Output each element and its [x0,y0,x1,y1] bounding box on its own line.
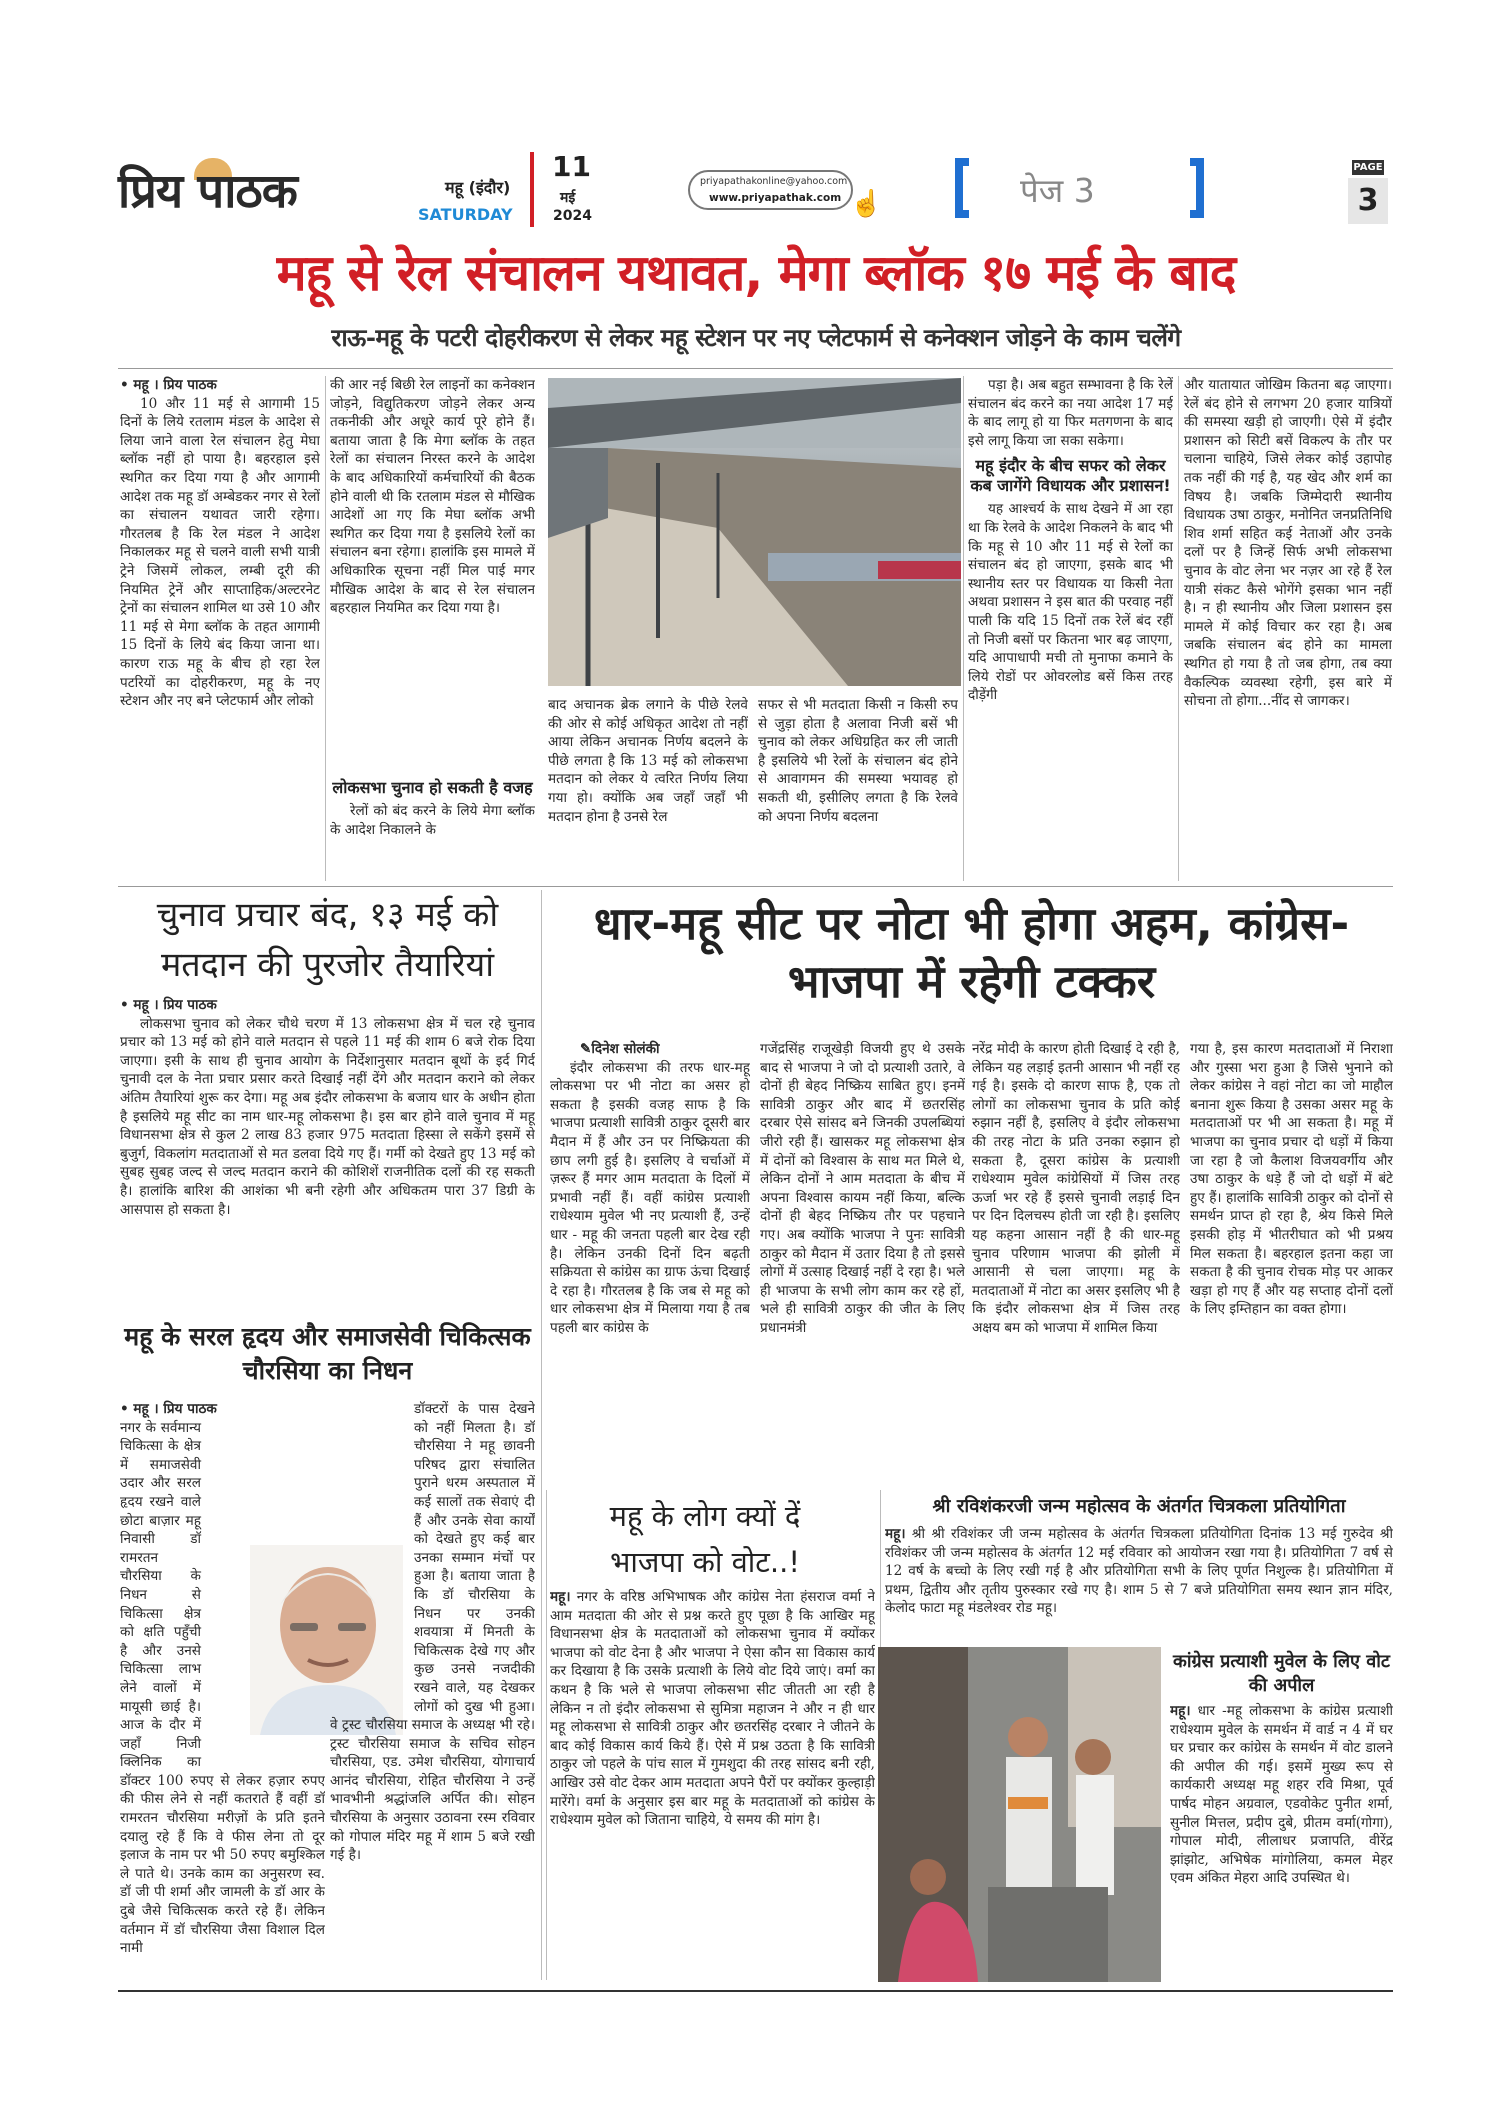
masthead-red-rule [530,152,534,227]
lead-top-rule [118,368,1393,369]
masthead-day: SATURDAY [418,205,513,224]
obit-photo-float-2 [330,1520,408,1695]
door-to-door-campaign-illustration [878,1647,1161,1982]
logo [118,152,363,232]
appeal-story [1170,1702,1393,1982]
lead-divider-1 [325,376,326,881]
obit-col-2 [330,1400,535,1975]
hand-pointer-icon: ☝ [850,189,883,219]
contact-website: www.priyapathak.com [709,192,842,204]
lead-col-5b-text: यह आश्चर्य के साथ देखने में आ रहा था कि रेलवे के आदेश निकलने के बाद भी कि महू से 10 और 11 मई से रेलों का संचालन बंद हो जाएगा, इसके बाद भी स्थानीय स्तर पर विधायक या किसी नेता अथवा प्रशासन ने इस बात की परवाह नहीं पाली कि यदि 15 दिनों तक रेलें बंद रहीं तो निजी बसों पर कितना भार बढ़ जाएगा, यदि आपाधापी मची तो मुनाफा कमाने के लिये रोडों पर ओवरलोड बसें किस तरह दौड़ेंगी [968,501,1173,704]
contact-email: priyapathakonline@yahoo.com [700,176,848,187]
vote-headline: महू के लोग क्यों दें भाजपा को वोट..! [609,1499,801,1579]
vote-text: नगर के वरिष्ठ अभिभाषक और कांग्रेस नेता हंसराज वर्मा ने आम मतदाता की ओर से प्रश्न करते हुए पूछा है कि आखिर महू विधानसभा क्षेत्र के मतदाताओं को लोकसभा चुनाव में क्योंकर भाजपा को वोट देना है और भाजपा ने ऐसा कौन सा विकास कार्य कर दिखाया है कि उसके प्रत्याशी के लिये वोट दिये जाएं। वर्मा का कथन है कि भले से भाजपा लोकसभा सीट जीतती आ रही है लेकिन न तो इंदौर लोकसभा से सुमित्रा महाजन ने और न ही धार महू लोकसभा से सावित्री ठाकुर और छतरसिंह दरबार ने जीतने के बाद कोई विकास कार्य किये हैं। ऐसे में प्रश्न उठता है कि सावित्री ठाकुर जो पहले के पांच साल में गुमशुदा की तरह सांसद बनी रही, आखिर उसे वोट देकर आम मतदाता अपने पैरों पर क्योंकर कुल्हाड़ी मारेंगे। वर्मा के अनुसार इस बार महू के मतदाताओं को कांग्रेस के राधेश्याम मुवेल को जिताना चाहिये, ये समय की मांग है। [550,1589,875,1829]
page-tag: PAGE [1353,162,1383,173]
appeal-text: धार -महू लोकसभा के कांग्रेस प्रत्याशी राधेश्याम मुवेल के समर्थन में वार्ड न 4 में घर घर प्रचार कर कांग्रेस के समर्थन में वोट डालने की अपील की गई। इसमें मुख्य रूप से कार्यकारी अध्यक्ष महू शहर रवि मिश्रा, पूर्व पार्षद मोहन अग्रवाल, एडवोकेट पुनीत शर्मा, सुनील मित्तल, प्रदीप दुबे, प्रीतम वर्मा(गोगा), गोपाल मोदी, लीलाधर प्रजापति, वीरेंद्र झांझोट, अभिषेक मांगोलिया, कमल मेहर एवम अंकित मेहरा आदि उपस्थित थे। [1170,1703,1393,1887]
campaign-photo [878,1647,1161,1982]
date-number: 11 [552,150,591,183]
campaign-byline: • महू । प्रिय पाठक [120,997,217,1013]
lead-col-2-text: की आर नई बिछी रेल लाइनों का कनेक्शन जोड़ने, विद्युतिकरण जोड़ने लेकर अन्य तकनीकी और अधूरे कार्य पूरे होने हैं। बताया जाता है कि मेगा ब्लॉक के तहत रेलों का संचालन निरस्त करने के आदेश के बाद अधिकारियों कर्मचारियों की बैठक होने वाली थी कि रतलाम मंडल से मौखिक आदेशों आ गए कि मेघा ब्लॉक अभी स्थगित कर दिया गया है इसलिये रेलों का संचालन बना रहेगा। हालांकि इस मामले में अधिकारिक सूचना नहीं मिल पाई मगर मौखिक आदेश के बाद से रेल संचालन बहरहाल नियमित कर दिया गया है। [330,377,535,617]
lead-col-1-text: 10 और 11 मई से आगामी 15 दिनों के लिये रतलाम मंडल के आदेश से लिया जाने वाला रेल संचालन हेतु मेघा ब्लॉक नहीं हो पाया है। बहरहाल इसे स्थगित कर दिया गया है और आगामी आदेश तक महू डॉ अम्बेडकर नगर से रेलों का संचालन यथावत जारी रहेगा। गौरतलब है कि रेल मंडल ने आदेश निकालकर महू से चलने वाली सभी यात्री ट्रेने जिसमें लोकल, लम्बी दूरी की नियमित ट्रेनें और साप्ताहिक/अल्टरनेट ट्रेनों का संचालन शामिल था उसे 10 और 11 मई से मेगा ब्लॉक के तहत आगामी 15 दिनों के लिये बंद किया जाना था। कारण राऊ महू के बीच हो रहा रेल पटरियों का दोहरीकरण, महू के नए स्टेशन और नए बने प्लेटफार्म और लोको [120,395,320,710]
lead-col-3: बाद अचानक ब्रेक लगाने के पीछे रेलवे की ओर से कोई अधिकृत आदेश तो नहीं आया लेकिन अचानक निर्णय बदलने के पीछे लगता है कि 13 मई को लोकसभा मतदान को लेकर ये त्वरित निर्णय लिया गया हो। क्योंकि अब जहाँ जहाँ भी मतदान होना है उनसे रेल [548,697,748,825]
lead-col-5 [968,376,1173,881]
lead-col-2 [330,376,535,881]
nota-col-3: नरेंद्र मोदी के कारण होती दिखाई दे रही है, लेकिन यह लड़ाई इतनी आसान भी नहीं रह गई है। इसके दो कारण साफ है, एक तो लोगों का लोकसभा चुनाव के प्रति कोई रुझान नहीं है, इसलिए वे इंदौर लोकसभा की तरह नोटा के प्रति उनका रुझान हो सकता है, दूसरा कांग्रेस के प्रत्याशी राधेश्याम मुवेल कांग्रेसियों में जिस तरह ऊर्जा भर रहे हैं इससे चुनावी लड़ाई दिन पर दिन दिलचस्प होती जा रही है। इसलिए यह कहना आसान नहीं है की धार-महू चुनाव परिणाम भाजपा की झोली में आसानी से चला जाएगा। महू के मतदाताओं में नोटा का असर इसलिए भी है कि इंदौर लोकसभा क्षेत्र में जिस तरह अक्षय बम को भाजपा में शामिल किया [972,1041,1180,1336]
lead-divider-photo [963,376,964,881]
obit-col-1-body: नगर के सर्वमान्य चिकित्सा के क्षेत्र में समाजसेवी उदार और सरल हृदय रखने वाले छोटा बाज़ार महू निवासी डॉ रामरतन चौरसिया के निधन से चिकित्सा क्षेत्र को क्षति पहुँची है और उनसे चिकित्सा लाभ लेने वालों में मायूसी छाई है। आज के दौर में जहाँ निजी क्लिनिक का डॉक्टर 100 रुपए से लेकर हज़ार रुपए की फीस लेने से नहीं कतराते हैं वहीं डॉ रामरतन चौरसिया मरीज़ों के प्रति इतने दयालु रहे हैं कि वे फीस लेना तो दूर इलाज के नाम पर भी 50 रुपए बमुश्किल ले पाते थे। उनके काम का अनुसरण स्व. डॉ जी पी शर्मा और जामली के डॉ आर के दुबे जैसे चिकित्सक करते रहे हैं। लेकिन वर्तमान में डॉ चौरसिया जैसा विशाल दिल नामी [120,1419,325,1957]
vote-story [550,1588,875,1980]
lead-headline: महू से रेल संचालन यथावत, मेगा ब्लॉक १७ मई के बाद [276,244,1236,302]
left-column-divider [541,890,542,1980]
nota-col-4: गया है, इस कारण मतदाताओं में निराशा और गुस्सा भरा हुआ है जिसे भुनाने को लेकर कांग्रेस ने वहां नोटा का जो माहौल बनाना शुरू किया है उसका असर महू के मतदाताओं पर भी आ सकता है। महू में भाजपा का चुनाव प्रचार दो धड़ों में किया जा रहा है जो कैलाश विजयवर्गीय और उषा ठाकुर के धड़े हैं जो दो धड़ों में बंटे हुए हैं। हालांकि सावित्री ठाकुर को दोनों से समर्थन प्राप्त हो रहा है, श्रेय किसे मिले इसकी होड़ में भीतरीघात को भी प्रश्रय मिल सकता है। बहरहाल इतना कहा जा सकता है की चुनाव रोचक मोड़ पर आकर खड़ा हो गए हैं और यह सप्ताह दोनों दलों के लिए इम्तिहान का वक्त होगा। [1190,1041,1393,1318]
nota-headline: धार-महू सीट पर नोटा भी होगा अहम, कांग्रेस- भाजपा में रहेगी टक्कर [593,897,1350,1008]
lead-col-1 [120,376,320,881]
page-bottom-rule [118,1990,1393,1992]
art-dateline: महू। [885,1526,906,1542]
obit-byline: • महू । प्रिय पाठक [120,1401,217,1417]
nota-col-1-text: इंदौर लोकसभा की तरफ धार-महू लोकसभा पर भी नोटा का असर हो सकता है इसकी वजह साफ है कि भाजपा प्रत्याशी सावित्री ठाकुर दूसरी बार मैदान में हैं और उन पर निष्क्रियता की छाप लगी हुई है। इसलिए वे चर्चाओं में ज़रूर हैं मगर आम मतदाता के दिलों में प्रभावी नहीं हैं। वहीं कांग्रेस प्रत्याशी राधेश्याम मुवेल भी नए प्रत्याशी हैं, उन्हें धार - महू की जनता पहली बार देख रही है। लेकिन उनकी दिनों दिन बढ़ती सक्रियता से कांग्रेस का ग्राफ ऊंचा दिखाई दे रहा है। गौरतलब है कि जब से महू को धार लोकसभा क्षेत्र में मिलाया गया है तब पहली बार कांग्रेस के [550,1059,750,1336]
nota-col-2: गजेंद्रसिंह राजूखेड़ी विजयी हुए थे उसके बाद से भाजपा ने जो दो प्रत्याशी उतारे, वे दोनों ही बेहद निष्क्रिय साबित हुए। इनमें सावित्री ठाकुर और बाद में छतरसिंह दरबार ऐसे सांसद बने जिनकी उपलब्धियां जीरो रही हैं। खासकर महू लोकसभा क्षेत्र में दोनों को विश्वास के साथ मत मिले थे, लेकिन दोनों ने आम मतदाता के बीच में अपना विश्वास कायम नहीं किया, बल्कि दोनों ही बेहद निष्क्रिय तौर पर पहचाने गए। अब क्योंकि भाजपा ने पुनः सावित्री ठाकुर को मैदान में उतार दिया है तो इससे लोगों में उत्साह दिखाई नहीं दे रहा है। भले ही भाजपा के सभी लोग काम कर रहे हों, भले ही सावित्री ठाकुर की जीत के लिए प्रधानमंत्री [760,1041,965,1336]
nota-byline: ✎दिनेश सोलंकी [580,1041,660,1057]
masthead-city: महू (इंदौर) [445,178,511,197]
lead-col-4: सफर से भी मतदाता किसी न किसी रुप से जुड़ा होता है अलावा निजी बसें भी चुनाव को लेकर अधिग्रहित कर ली जाती है इसलिये भी रेलों के संचालन बंद होने से आवागमन की समस्या भयावह हो सकती थी, इसीलिए लगता है कि रेलवे को अपना निर्णय बदलना [758,697,958,825]
lead-col-5-text: पड़ा है। अब बहुत सम्भावना है कि रेलें संचालन बंद करने का नया आदेश 17 मई के बाद लागू हो या फिर मतगणना के बाद इसे लागू किया जा सका सकेगा। [968,377,1173,449]
art-text: श्री श्री रविशंकर जी जन्म महोत्सव के अंतर्गत चित्रकला प्रतियोगिता दिनांक 13 मई गुरुदेव श्री रविशंकर जी जन्म महोत्सव के अंतर्गत 12 मई रविवार को आयोजन रखा गया है। प्रतियोगिता 7 वर्ष से 12 वर्ष के बच्चो के लिए रखी गई है और प्रतियोगिता सभी के लिए पूर्णत निशुल्क है। प्रतियोगिता में प्रथम, द्वितीय और तृतीय पुरुस्कार रखे गए है। शाम 5 से 7 बजे प्रतियोगिता समय स्थान ज्ञान मंदिर, केलोद फाटा महू मंडलेश्वर रोड महू। [885,1526,1393,1617]
appeal-dateline: महू। [1170,1703,1191,1719]
lead-subheadline: राऊ-महू के पटरी दोहरीकरण से लेकर महू स्टेशन पर नए प्लेटफार्म से कनेक्शन जोड़ने के काम चलेंगे [331,323,1181,352]
page-number: 3 [1348,178,1388,224]
obit-col-2-body: डॉक्टरों के पास देखने को नहीं मिलता है। डॉ चौरसिया ने महू छावनी परिषद द्वारा संचालित पुराने धरम अस्पताल में कई सालों तक सेवाएं दी हैं और उनके सेवा कार्यों को देखते हुए कई बार उनका सम्मान मंचों पर हुआ है। बताया जाता है कि डॉ चौरसिया के निधन पर उनकी शवयात्रा में मिनती के चिकित्सक देखे गए और कुछ उनसे नजदीकी रखने वाले, यह देखकर लोगों को दुख भी हुआ। वे ट्रस्ट चौरसिया समाज के अध्यक्ष भी रहे। ट्रस्ट चौरसिया समाज के सचिव सोहन चौरसिया, एड. उमेश चौरसिया, योगाचार्य आनंद चौरसिया, रोहित चौरसिया ने उन्हें भावभीनी श्रद्धांजलि अर्पित की। सोहन चौरसिया के अनुसार उठावना रस्म रविवार को गोपाल मंदिर महू में शाम 5 बजे रखी गई है। [330,1401,535,1864]
campaign-story [120,996,535,1306]
date-month: मई [560,190,576,206]
lead-col-2-subhead: लोकसभा चुनाव हो सकती है वजह [332,778,533,797]
obit-headline: महू के सरल हृदय और समाजसेवी चिकित्सक चौरसिया का निधन [124,1322,531,1385]
lead-col-5-subhead: महू इंदौर के बीच सफर को लेकर कब जागेंगे विधायक और प्रशासन! [970,456,1171,496]
lead-col-6: और यातायात जोखिम कितना बढ़ जाएगा। रेलें बंद होने से लगभग 20 हजार यात्रियों की समस्या खड़ी हो जाएगी। ऐसे में इंदौर प्रशासन को सिटी बसें विकल्प के तौर पर चलाना चाहिये, जिसे लेकर कोई उहापोह तक नहीं की गई है, यह खेद और शर्म का विषय है। जबकि जिम्मेदारी स्थानीय विधायक उषा ठाकुर, मनोनित जनप्रतिनिधि शिव शर्मा सहित कई नेताओं और उनके दलों पर है जिन्हें सिर्फ अभी लोकसभा चुनाव के वोट लेना भर नज़र आ रहे हैं रेल यात्री संकट कैसे भोगेंगे इसका भान नहीं है। न ही स्थानीय और जिला प्रशासन इस मामले में कोई विचार कर रहा है। अब जबकि संचालन बंद होने का मामला स्थगित हो गया है तो जब होगा, तब क्या वैकल्पिक व्यवस्था रहेगी, इस बारे में सोचना तो होगा...नींद से जागकर। [1184,377,1392,710]
page-bracket-right [1190,158,1204,218]
page-label: पेज 3 [1020,171,1095,210]
lead-divider-5 [1178,376,1179,881]
art-story [885,1525,1393,1635]
page-bracket-left [955,158,969,218]
vote-dateline: महू। [550,1589,571,1605]
art-headline: श्री रविशंकरजी जन्म महोत्सव के अंतर्गत चित्रकला प्रतियोगिता [932,1496,1346,1517]
railway-station-photo [548,378,961,686]
lead-col-2b-text: रेलों को बंद करने के लिये मेगा ब्लॉक के आदेश निकालने के [330,803,535,838]
nota-col-1 [550,1040,750,1535]
lead-bottom-rule [118,886,1393,887]
railway-platform-illustration [548,378,961,686]
campaign-text: लोकसभा चुनाव को लेकर चौथे चरण में 13 लोकसभा क्षेत्र में चल रहे चुनाव प्रचार को 13 मई को होने वाले मतदान से पहले 11 मई की शाम 6 बजे रोक दिया जाएगा। इसी के साथ ही चुनाव आयोग के निर्देशानुसार मतदान बूथों के इर्द गिर्द चुनावी दल के नेता प्रचार प्रसार करते दिखाई नहीं देंगे और मतदान कराने को लेकर अंतिम तैयारियां शुरू कर देगा। महू अब इंदौर लोकसभा के बजाय धार के अधीन होता है इसलिये महू सीट का नाम धार-महू लोकसभा है। इस बार होने वाले चुनाव में महू विधानसभा क्षेत्र से कुल 2 लाख 83 हजार 975 मतदाता हिस्सा ले सकेंगे इसमें से बुजुर्ग, विकलांग मतदाताओं से मत डलवा दिये गए हैं। गर्मी को देखते हुए 13 मई को सुबह सुबह जल्द से जल्द मतदान कराने की कोशिशें राजनीतिक दलों की रह सकती है। हालांकि बारिश की आशंका भी बनी रहेगी और अधिकतम पारा 37 डिग्री के आसपास हो सकता है। [120,1015,535,1218]
date-year: 2024 [553,208,592,224]
vote-divider [546,1490,547,1980]
campaign-headline: चुनाव प्रचार बंद, १३ मई को मतदान की पुरजोर तैयारियां [156,895,499,985]
lead-byline: • महू । प्रिय पाठक [120,377,217,393]
appeal-headline: कांग्रेस प्रत्याशी मुवेल के लिए वोट की अपील [1173,1651,1390,1696]
logo-text: प्रिय पाठक [118,164,297,219]
